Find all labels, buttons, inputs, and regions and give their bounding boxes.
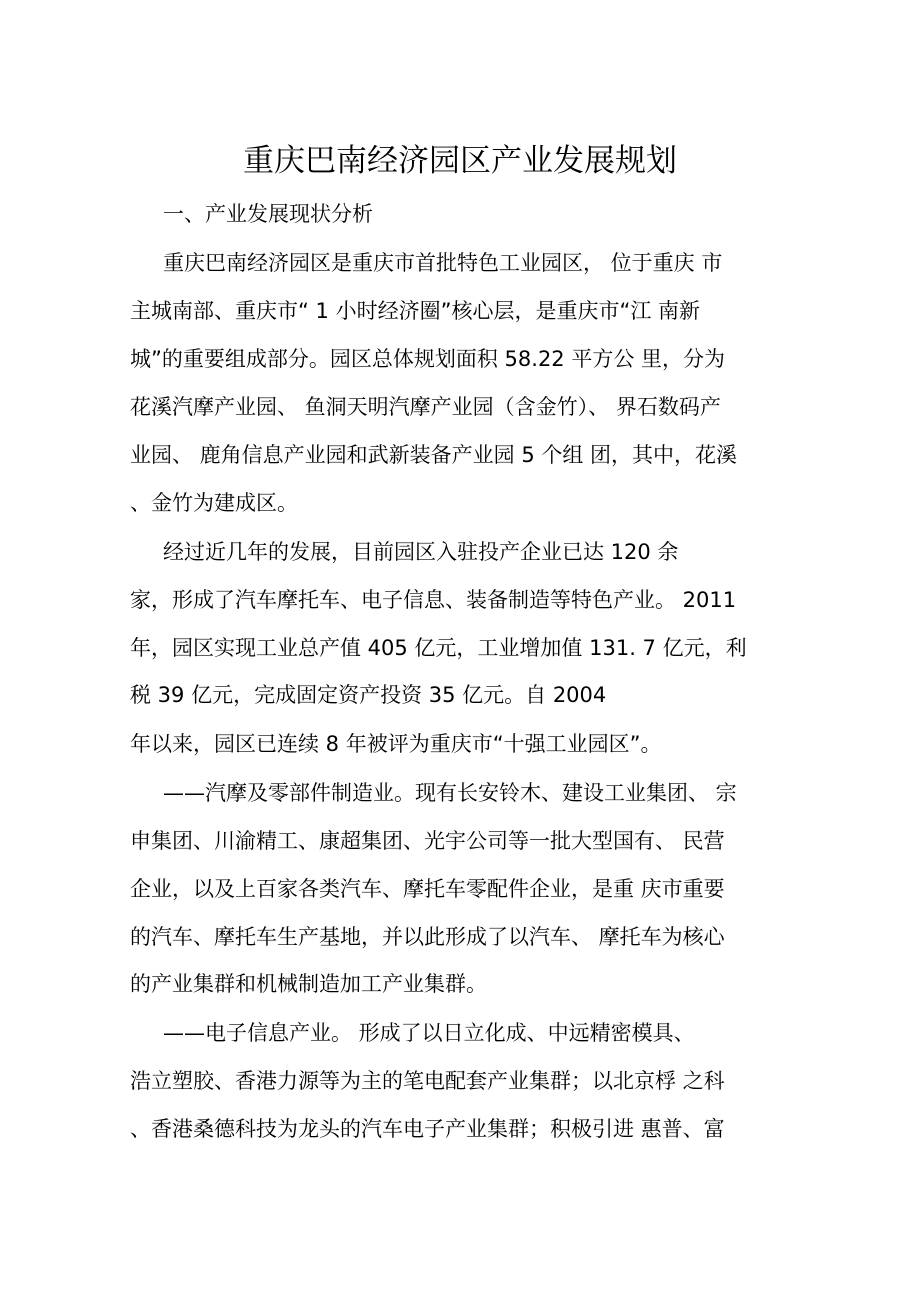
paragraph-line: 税 39 亿元，完成固定资产投资 35 亿元。自 2004 [130,683,607,707]
paragraph-line: 的产业集群和机械制造加工产业集群。 [130,972,487,996]
paragraph-line: 经过近几年的发展，目前园区入驻投产企业已达 120 余 [163,540,679,564]
paragraph-line: 企业，以及上百家各类汽车、摩托车零配件企业，是重 庆市重要 [130,877,725,901]
document-title: 重庆巴南经济园区产业发展规划 [243,143,677,179]
paragraph-line: 主城南部、重庆市“ 1 小时经济圈”核心层，是重庆市“江 南新 [130,299,701,323]
paragraph-line: 年以来，园区已连续 8 年被评为重庆市“十强工业园区”。 [130,732,662,756]
paragraph-line: 花溪汽摩产业园、 鱼洞天明汽摩产业园（含金竹）、 界石数码产 [130,395,721,419]
paragraph-line: 城”的重要组成部分。园区总体规划面积 58.22 平方公 里，分为 [130,347,726,371]
paragraph-line: 浩立塑胶、香港力源等为主的笔电配套产业集群；以北京桴 之科 [130,1069,725,1093]
paragraph-line: 家，形成了汽车摩托车、电子信息、装备制造等特色产业。 2011 [130,588,737,612]
paragraph-line: 的汽车、摩托车生产基地，并以此形成了以汽车、 摩托车为核心 [130,925,725,949]
paragraph-line: 重庆巴南经济园区是重庆市首批特色工业园区， 位于重庆 市 [163,251,723,275]
paragraph-line: ——电子信息产业。 形成了以日立化成、中远精密模具、 [163,1021,695,1045]
section-heading: 一、产业发展现状分析 [163,202,373,226]
paragraph-line: 、香港桑德科技为龙头的汽车电子产业集群；积极引进 惠普、富 [130,1117,725,1141]
paragraph-line: ——汽摩及零部件制造业。现有长安铃木、建设工业集团、 宗 [163,781,737,805]
paragraph-line: 申集团、川渝精工、康超集团、光宇公司等一批大型国有、 民营 [130,829,725,853]
paragraph-line: 业园、 鹿角信息产业园和武新装备产业园 5 个组 团，其中，花溪 [130,443,738,467]
paragraph-line: 年，园区实现工业总产值 405 亿元，工业增加值 131. 7 亿元，利 [130,636,747,660]
paragraph-line: 、金竹为建成区。 [130,491,298,515]
